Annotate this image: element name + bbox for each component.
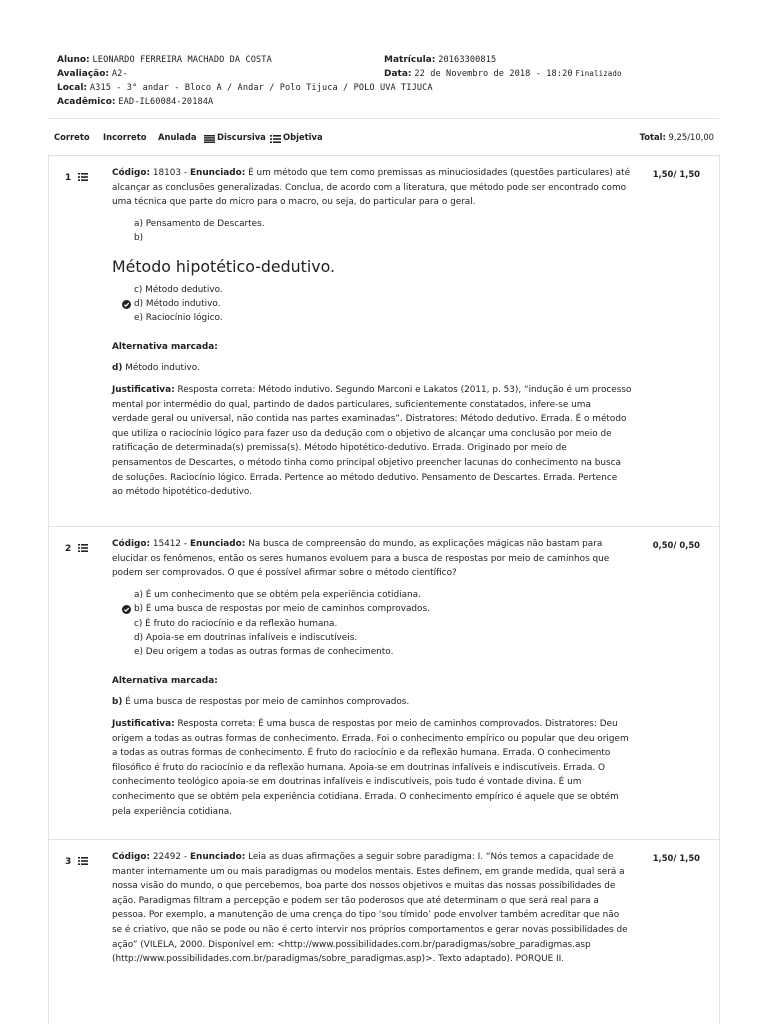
- option-d: [134, 297, 632, 311]
- justificativa-text: ao método hipotético-dedutivo.: [112, 487, 252, 498]
- local-label: Local:: [57, 83, 88, 93]
- matricula-value: 20163300815: [438, 55, 497, 65]
- options-list-continued: [134, 283, 632, 326]
- marked-letter: d): [112, 363, 123, 374]
- justificativa-text: pela experiência cotidiana.: [112, 806, 232, 817]
- question-number-text: 3: [65, 857, 72, 867]
- marked-alternative: [112, 361, 632, 376]
- codigo-value: 15412: [152, 539, 182, 549]
- enunciado-text: elucidar os fenômenos, então os seres humanos evoluem para a busca de respostas por meio de caminhos que: [112, 553, 610, 564]
- question-score: 0,50/ 0,50: [652, 540, 700, 550]
- enunciado-text: manter internamente um ou mais paradigmas ou modelos mentais. Estes definem, em grande medida, qual será a: [112, 866, 625, 877]
- question-body: [112, 166, 632, 500]
- enunciado-text: (http://www.possibilidades.com.br/paradigmas/sobre_paradigmas.asp)>. Texto adaptado). PORQUE II.: [112, 954, 565, 965]
- list-icon: [78, 857, 88, 865]
- data-row: [384, 68, 622, 80]
- enunciado-text: podem ser comprovados. O que é possível afirmar sobre o método científico?: [112, 568, 457, 579]
- justificativa-text: origem a todas as outras formas de conhecimento. Errada. Foi o conhecimento empírico ou popular que deu origem: [112, 733, 629, 744]
- data-value: 22 de Novembro de 2018 - 18:20: [414, 69, 573, 79]
- option-b-label: b) É uma busca de respostas por meio de caminhos comprovados.: [134, 604, 430, 615]
- option-c: c) É fruto do raciocínio e da reflexão humana.: [134, 618, 338, 629]
- enunciado-text: alcançar as conclusões generalizadas. Conclua, de acordo com a literatura, que método pode ser encontrado como: [112, 182, 627, 193]
- status-text: Finalizado: [575, 69, 622, 78]
- aluno-value: LEONARDO FERREIRA MACHADO DA COSTA: [92, 55, 272, 65]
- filter-anulada[interactable]: Anulada: [158, 132, 197, 142]
- marked-label: Alternativa marcada:: [112, 341, 218, 352]
- academico-label: Acadêmico:: [57, 97, 116, 107]
- total-value: 9,25/10,00: [668, 132, 714, 142]
- justificativa: [112, 717, 632, 819]
- filter-correto[interactable]: Correto: [54, 132, 90, 142]
- academico-row: [57, 96, 213, 108]
- question-number: [65, 543, 88, 555]
- option-d: d) Apoia-se em doutrinas infalíveis e indiscutíveis.: [134, 633, 358, 643]
- justificativa-text: conhecimento teológico apoia-se em doutrinas infalíveis e indiscutíveis, pois tudo é vontade divina. É um: [112, 777, 582, 788]
- codigo-value: 18103: [152, 168, 182, 178]
- question-body: [112, 537, 632, 819]
- aluno-row: [57, 54, 272, 66]
- enunciado-label: Enunciado:: [189, 539, 246, 549]
- marked-text: É uma busca de respostas por meio de caminhos comprovados.: [125, 697, 410, 708]
- justificativa-text: Resposta correta: É uma busca de respostas por meio de caminhos comprovados. Distratores: Deu: [177, 719, 618, 729]
- question-number: [65, 856, 88, 868]
- question-statement: Código: 18103 - Enunciado: É um método que tem como premissas as minuciosidades (questões particulares) até alcançar as conclusões generalizadas. Conclua, de acordo com a literatura, que método pode ser encontrado como uma técnica que parte do micro para o macro, ou seja, do particular para o geral.: [112, 168, 631, 208]
- justificativa-text: verdade geral ou universal, não contida nas partes examinadas”. Distratores: Método dedutivo. Errada. É o método: [112, 414, 627, 425]
- option-e: e) Deu origem a todas as outras formas de conhecimento.: [134, 647, 394, 658]
- filter-discursiva[interactable]: [204, 130, 266, 144]
- justificativa: [112, 383, 632, 500]
- filter-objetiva[interactable]: [270, 130, 323, 144]
- question-score: 1,50/ 1,50: [652, 169, 700, 179]
- codigo-value: 22492: [152, 852, 182, 862]
- option-b-text: Método hipotético-dedutivo.: [112, 256, 335, 276]
- marked-label: Alternativa marcada:: [112, 675, 218, 686]
- marked-alternative-heading: [112, 340, 632, 355]
- aluno-label: Aluno:: [57, 55, 90, 65]
- total-score: [640, 130, 714, 144]
- enunciado-text: Na busca de compreensão do mundo, as explicações mágicas não bastam para: [248, 539, 603, 549]
- justificativa-text: ratificação de determinada(s) premissa(s). Método hipotético-dedutivo. Errada. Originado por meio de: [112, 443, 567, 454]
- question-statement: Código: 22492 - Enunciado: Leia as duas afirmações a seguir sobre paradigma: I. “Nós temos a capacidade de manter internamente um ou mais paradigmas ou modelos mentais. Estes definem, em grande medida, qual será a nossa visão do mundo, o que percebemos, boa parte dos nossos objetivos e muitas das nossas possibilidades de ação. Paradigmas filtram a percepção e podem ser tão poderosos que até determinam o que será real para a pessoa. Por exemplo, a manutenção de uma crença do tipo ‘sou tímido’ pode envolver também acreditar que não se é criativo, que não se pode ou não é certo intervir nos próprios comportamentos e gerar novas possibilidades de ação” (VILELA, 2000. Disponível em: <http://www.possibilidades.com.br/paradigmas/sobre_paradigmas.asp (http://www.possibilidades.com.br/paradigmas/sobre_paradigmas.asp)>. Texto adaptado). PORQUE II.: [112, 852, 628, 965]
- align-justify-icon: [204, 133, 215, 141]
- codigo-label: Código:: [112, 852, 151, 862]
- academico-value: EAD-IL60084-20184A: [118, 97, 214, 107]
- question-number-text: 1: [65, 173, 72, 183]
- avaliacao-value: A2-: [111, 69, 128, 79]
- question-statement: Código: 15412 - Enunciado: Na busca de compreensão do mundo, as explicações mágicas não bastam para elucidar os fenômenos, então os seres humanos evoluem para a busca de respostas por meio de caminhos que podem ser comprovados. O que é possível afirmar sobre o método científico?: [112, 539, 610, 579]
- question-number-text: 2: [65, 544, 72, 554]
- justificativa-text: filosófico é fruto do raciocínio e da reflexão humana. Apoia-se em doutrinas infalíveis e indiscutíveis. Errada. O: [112, 762, 606, 773]
- options-list: [134, 588, 632, 660]
- filter-objetiva-label: Objetiva: [283, 132, 323, 142]
- data-label: Data:: [384, 69, 412, 79]
- justificativa-text: a todas as outras formas de conhecimento. É fruto do raciocínio e da reflexão humana. Errada. O conhecimento: [112, 748, 611, 759]
- option-a: a) Pensamento de Descartes.: [134, 218, 265, 229]
- header-divider: [47, 118, 719, 119]
- justificativa-text: Resposta correta: Método indutivo. Segundo Marconi e Lakatos (2011, p. 53), “indução é um processo: [177, 385, 632, 395]
- filter-discursiva-label: Discursiva: [217, 132, 266, 142]
- enunciado-label: Enunciado:: [189, 168, 246, 178]
- avaliacao-row: [57, 68, 128, 80]
- justificativa-text: mental por intermédio do qual, partindo de dados particulares, suficientemente constatados, infere-se uma: [112, 399, 591, 410]
- justificativa-text: conhecimento que se obtém pela experiência cotidiana. Errada. O conhecimento empírico é aquele que se obtém: [112, 791, 619, 802]
- marked-text: Método indutivo.: [125, 363, 200, 374]
- enunciado-text: uma técnica que parte do micro para o macro, ou seja, do particular para o geral.: [112, 197, 476, 208]
- enunciado-text: Leia as duas afirmações a seguir sobre paradigma: I. “Nós temos a capacidade de: [248, 852, 614, 862]
- list-icon: [270, 133, 281, 141]
- check-circle-icon: [122, 300, 131, 309]
- enunciado-label: Enunciado:: [189, 852, 246, 862]
- enunciado-text: ação” (VILELA, 2000. Disponível em: <http://www.possibilidades.com.br/paradigmas/sobre_paradigmas.asp: [112, 939, 591, 950]
- question-card-3: [48, 839, 720, 1024]
- justificativa-text: que utiliza o raciocínio lógico para fazer uso da dedução com o objetivo de alcançar uma conclusão por meio de: [112, 428, 612, 439]
- matricula-label: Matrícula:: [384, 55, 436, 65]
- enunciado-text: se é criativo, que não se pode ou não é certo intervir nos próprios comportamentos e gerar novas possibilidades de: [112, 924, 628, 935]
- avaliacao-label: Avaliação:: [57, 69, 110, 79]
- codigo-label: Código:: [112, 168, 151, 178]
- justificativa-text: pensamentos de Descartes, o método tinha como principal objetivo preencher lacunas do conhecimento na busca: [112, 457, 621, 468]
- option-a: a) É um conhecimento que se obtém pela experiência cotidiana.: [134, 589, 421, 600]
- check-circle-icon: [122, 605, 131, 614]
- option-c: c) Método dedutivo.: [134, 284, 223, 295]
- question-card-1: [48, 155, 720, 526]
- filter-incorreto[interactable]: Incorreto: [103, 132, 147, 142]
- options-list: [134, 217, 632, 246]
- total-label: Total:: [639, 132, 666, 142]
- matricula-row: [384, 54, 496, 66]
- justificativa-text: de soluções. Raciocínio lógico. Errada. Pertence ao método dedutivo. Pensamento de Descartes. Errada. Pertence: [112, 472, 618, 483]
- option-b: [134, 602, 632, 616]
- option-e: e) Raciocínio lógico.: [134, 313, 223, 324]
- enunciado-text: É um método que tem como premissas as minuciosidades (questões particulares) até: [248, 168, 631, 178]
- enunciado-text: pessoa. Por exemplo, a manutenção de uma crença do tipo ‘sou tímido’ pode envolver também acreditar que não: [112, 910, 620, 921]
- question-card-2: [48, 526, 720, 839]
- question-score: 1,50/ 1,50: [652, 853, 700, 863]
- question-body: [112, 850, 632, 967]
- enunciado-text: ação. Paradigmas filtram a percepção e podem ser tão poderosos que até determinam o que será real para a: [112, 895, 599, 906]
- marked-alternative-heading: [112, 674, 632, 689]
- filter-bar: [54, 130, 714, 144]
- codigo-label: Código:: [112, 539, 151, 549]
- justificativa-label: Justificativa:: [112, 719, 175, 729]
- marked-letter: b): [112, 697, 123, 708]
- justificativa-label: Justificativa:: [112, 385, 175, 395]
- question-number: [65, 172, 88, 184]
- list-icon: [78, 173, 88, 181]
- local-value: A315 - 3° andar - Bloco A / Andar / Polo Tijuca / POLO UVA TIJUCA: [89, 83, 433, 93]
- local-row: [57, 82, 433, 94]
- option-b: b): [134, 233, 144, 244]
- option-d-label: d) Método indutivo.: [134, 299, 221, 309]
- enunciado-text: nossa visão do mundo, o que percebemos, boa parte dos nossos objetivos e muitas das nossas possibilidades de: [112, 881, 616, 892]
- list-icon: [78, 544, 88, 552]
- marked-alternative: [112, 695, 632, 710]
